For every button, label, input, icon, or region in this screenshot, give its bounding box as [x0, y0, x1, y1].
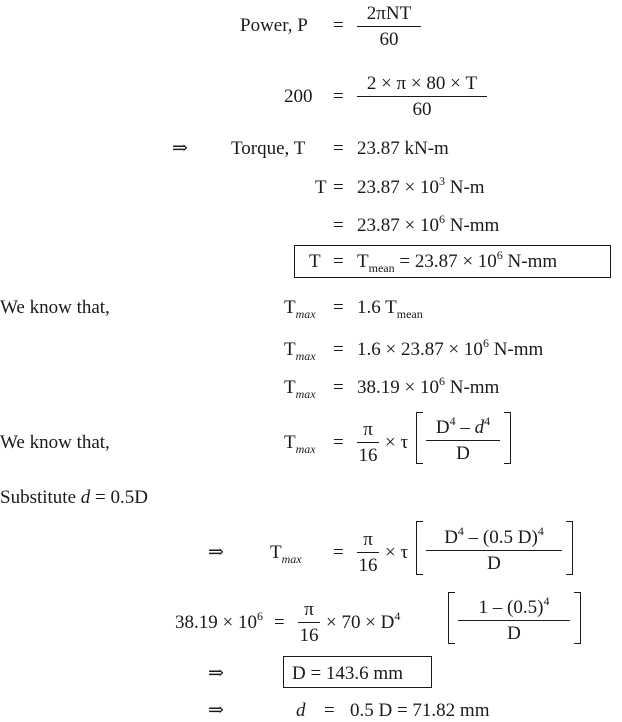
tmax-relation: 1.6 $T_{mean}$	[357, 297, 423, 321]
left-bracket	[416, 412, 423, 464]
equals-sign: =	[333, 542, 344, 563]
torque-value: 23.87 kN-m	[357, 138, 449, 159]
torque-symbol: T	[309, 251, 321, 272]
inner-diameter-result: 0.5 D = 71.82 mm	[350, 700, 490, 721]
torque-nmm: $23.87 \times 10^6$ N-mm	[357, 212, 500, 236]
inner-diameter-symbol: d	[296, 700, 306, 721]
equals-sign: =	[333, 297, 344, 318]
pi-over-16: π 16	[358, 419, 378, 467]
tmax-symbol: $T_{max}$	[284, 297, 316, 321]
tmax-numeric: $38.19 \times 10^6$	[175, 609, 263, 633]
tmax-symbol: $T_{max}$	[284, 339, 316, 363]
outer-diameter-result: D = 143.6 mm	[292, 663, 403, 684]
implies-arrow: ⇒	[208, 542, 224, 563]
left-bracket	[448, 592, 455, 644]
equals-sign: =	[333, 339, 344, 360]
power-numerator: 2πNT	[366, 3, 412, 24]
tmax-symbol: $T_{max}$	[270, 542, 302, 566]
equals-sign: =	[333, 251, 344, 272]
power-label: Power, P	[240, 15, 308, 36]
equals-sign: =	[333, 432, 344, 453]
substitution-fraction	[357, 74, 487, 119]
pi-over-16: π 16	[358, 529, 378, 577]
tau-factor: × τ	[385, 432, 409, 453]
substitute-text: Substitute d = 0.5D	[0, 487, 148, 508]
left-bracket	[416, 521, 423, 575]
equals-sign: =	[333, 86, 344, 107]
right-bracket	[504, 412, 511, 464]
ratio-fraction: $1 - (0.5)^4$ D	[458, 598, 570, 643]
diameter-fraction: $D^4 - d^4$ D	[426, 418, 500, 463]
tmax-product: $1.6 \times 23.87 \times 10^6$ N-mm	[357, 336, 544, 360]
equals-sign: =	[333, 377, 344, 398]
equals-sign: =	[324, 700, 335, 721]
power-denominator: 60	[379, 29, 399, 51]
we-know-that-text: We know that,	[0, 432, 110, 453]
implies-arrow: ⇒	[172, 138, 188, 159]
tmax-value: $38.19 \times 10^6$ N-mm	[357, 374, 500, 398]
right-bracket	[574, 592, 581, 644]
power-fraction	[357, 4, 421, 49]
tmax-symbol: $T_{max}$	[284, 377, 316, 401]
right-bracket	[566, 521, 573, 575]
equals-sign: =	[274, 612, 285, 633]
we-know-that-text: We know that,	[0, 297, 110, 318]
equals-sign: =	[333, 138, 344, 159]
substitution-numerator: 2 × π × 80 × T	[366, 73, 478, 94]
torque-nm: $23.87 \times 10^3$ N-m	[357, 174, 485, 198]
equals-sign: =	[333, 177, 344, 198]
substitution-denominator: 60	[412, 99, 432, 121]
pi-over-16: π 16	[299, 599, 319, 647]
power-value: 200	[284, 86, 313, 107]
stress-diameter-term: × $70 \times D^4$	[326, 609, 401, 633]
torque-label: Torque, T	[231, 138, 306, 159]
equals-sign: =	[333, 15, 344, 36]
tmax-symbol: $T_{max}$	[284, 432, 316, 456]
torque-mean-result: $T_{mean} = 23.87 \times 10^6$ N-mm	[357, 248, 558, 275]
implies-arrow: ⇒	[208, 663, 224, 684]
tau-factor: × τ	[385, 542, 409, 563]
equals-sign: =	[333, 215, 344, 236]
substituted-fraction: $D^4 - (0.5$ D)$^4$ D	[426, 528, 562, 573]
implies-arrow: ⇒	[208, 700, 224, 721]
torque-symbol: T	[315, 177, 327, 198]
